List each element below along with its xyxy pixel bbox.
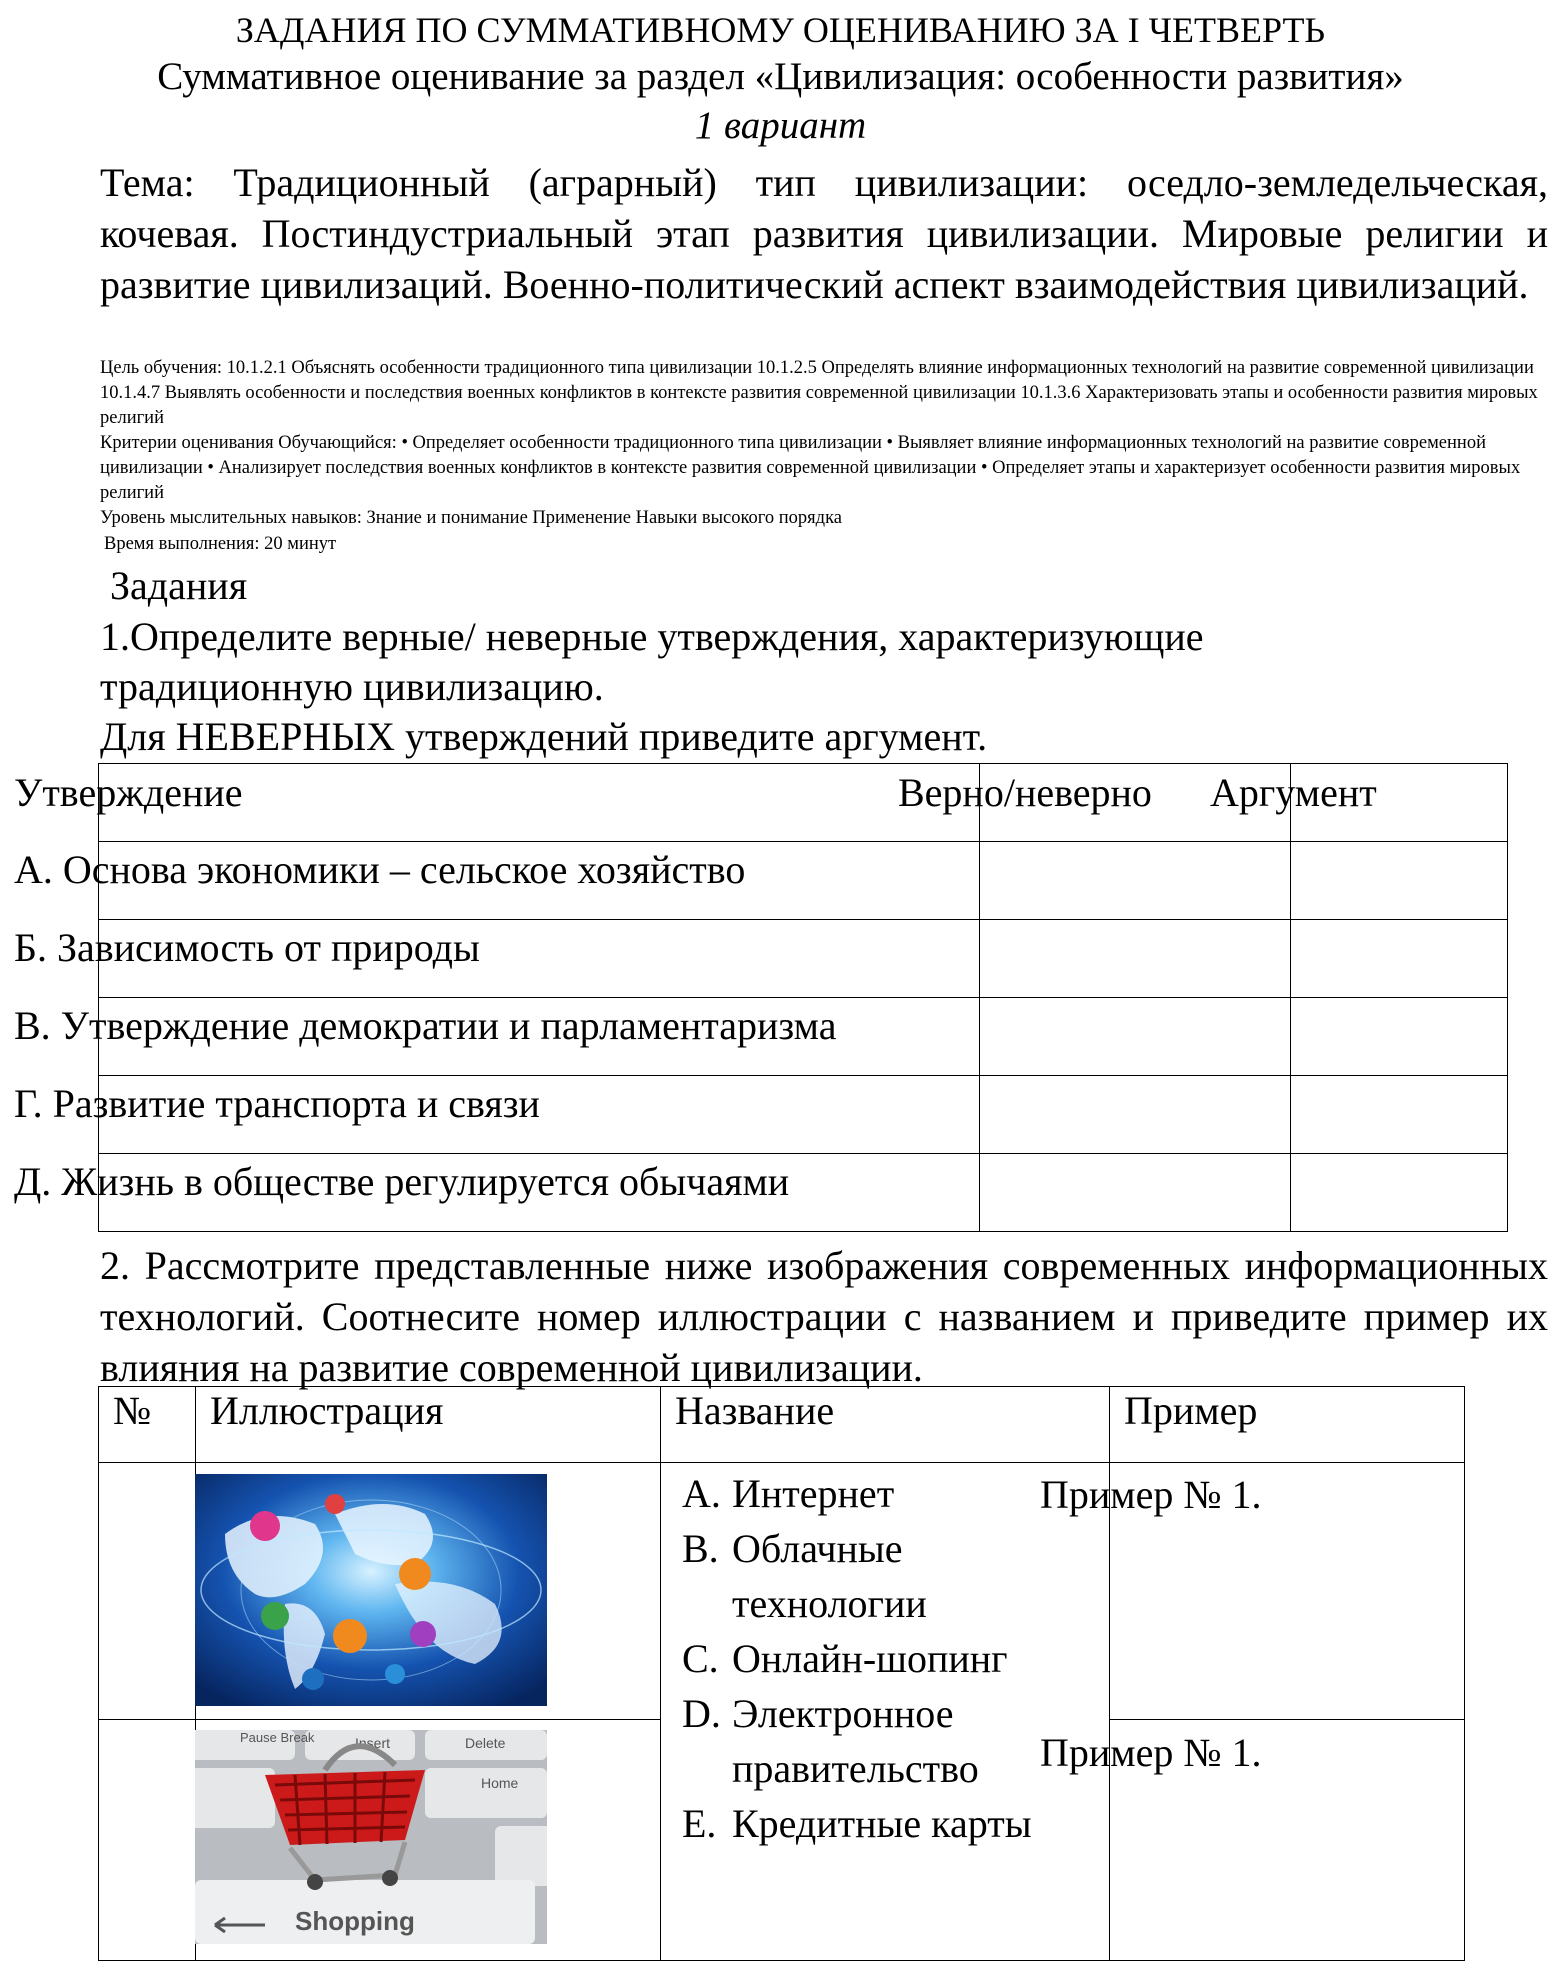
verdict-cell[interactable] [980,920,1291,998]
svg-text:Shopping: Shopping [295,1906,415,1936]
verdict-cell[interactable] [980,842,1291,920]
argument-cell[interactable] [1291,1076,1508,1154]
verdict-cell[interactable] [980,998,1291,1076]
task1-line1: 1.Определите верные/ неверные утверждения, характеризующие [100,614,1204,659]
tasks-heading: Задания [110,563,248,608]
argument-cell[interactable] [1291,842,1508,920]
argument-cell[interactable] [1291,998,1508,1076]
learning-goal: Цель обучения: 10.1.2.1 Объяснять особенности традиционного типа цивилизации 10.1.2.5 Определять влияние информационных технологий на развитие современной цивилизации 10.1.4.7 Выявлять особенности и последствия военных конфликтов в контексте развития современной цивилизации 10.1.3.6 Характеризовать этапы и особенности развития мировых религий [100,358,1538,428]
svg-text:Delete: Delete [465,1735,506,1751]
topic-paragraph: Тема: Традиционный (аграрный) тип цивилизации: оседло-земледельческая, кочевая. Постиндустриальный этап развития цивилизации. Мировые религии и развитие цивилизаций. Военно-политический аспект взаимодействия цивилизаций. [100,160,1548,307]
task1-line3: Для НЕВЕРНЫХ утверждений приведите аргумент. [100,714,988,759]
internet-illustration [195,1474,547,1706]
page-title: ЗАДАНИЯ ПО СУММАТИВНОМУ ОЦЕНИВАНИЮ ЗА I ЧЕТВЕРТЬ [235,10,1326,50]
list-item: C. Онлайн-шопинг [682,1636,1008,1681]
svg-text:Home: Home [481,1775,519,1791]
list-item: E. Кредитные карты [682,1801,1032,1846]
num-cell[interactable] [99,1720,196,1961]
verdict-cell[interactable] [980,1076,1291,1154]
header-argument: Аргумент [1210,770,1377,815]
header-illustration: Иллюстрация [196,1387,661,1463]
technology-names-list [682,1466,1082,1851]
header-statement: Утверждение [14,770,243,815]
list-item: B. Облачные технологии [682,1526,927,1626]
globe-network-icon [195,1474,547,1706]
header-example: Пример [1110,1387,1465,1463]
thinking-skills: Уровень мыслительных навыков: Знание и понимание Применение Навыки высокого порядка [100,508,843,528]
statement-c: В. Утверждение демократии и парламентаризма [14,1003,837,1048]
online-shopping-illustration [195,1730,547,1944]
variant-label: 1 вариант [694,104,867,147]
header-name: Название [661,1387,1110,1463]
list-item: D. Электронное правительство [682,1691,979,1791]
header-num: № [99,1387,196,1463]
header-verdict: Верно/неверно [898,770,1152,815]
argument-cell[interactable] [1291,1154,1508,1232]
svg-text:Pause Break: Pause Break [240,1730,315,1745]
list-item: A. Интернет [682,1471,895,1516]
svg-text:Insert: Insert [355,1735,391,1751]
table-header-row [99,1387,1465,1463]
task1-line2: традиционную цивилизацию. [100,664,604,709]
shopping-cart-icon [195,1730,547,1944]
statement-d: Г. Развитие транспорта и связи [14,1081,540,1126]
num-cell[interactable] [99,1463,196,1720]
statement-a: А. Основа экономики – сельское хозяйство [14,847,746,892]
verdict-cell[interactable] [980,1154,1291,1232]
statement-b: Б. Зависимость от природы [14,925,480,970]
task2-text: 2. Рассмотрите представленные ниже изображения современных информационных технологий. Соотнесите номер иллюстрации с названием и приведите пример их влияния на развитие современной цивилизации. [100,1243,1548,1390]
statement-e: Д. Жизнь в обществе регулируется обычаями [14,1159,790,1204]
page-subtitle: Суммативное оценивание за раздел «Цивилизация: особенности развития» [157,55,1404,98]
example-2: Пример № 1. [1040,1730,1262,1775]
assessment-criteria: Критерии оценивания Обучающийся: • Определяет особенности традиционного типа цивилизации • Выявляет влияние информационных технологий на развитие современной цивилизации • Анализирует последствия военных конфликтов в контексте развития современной цивилизации • Определяет этапы и характеризует особенности развития мировых религий [100,433,1521,503]
argument-cell[interactable] [1291,920,1508,998]
example-1: Пример № 1. [1040,1472,1262,1517]
time-limit: Время выполнения: 20 минут [104,534,337,554]
